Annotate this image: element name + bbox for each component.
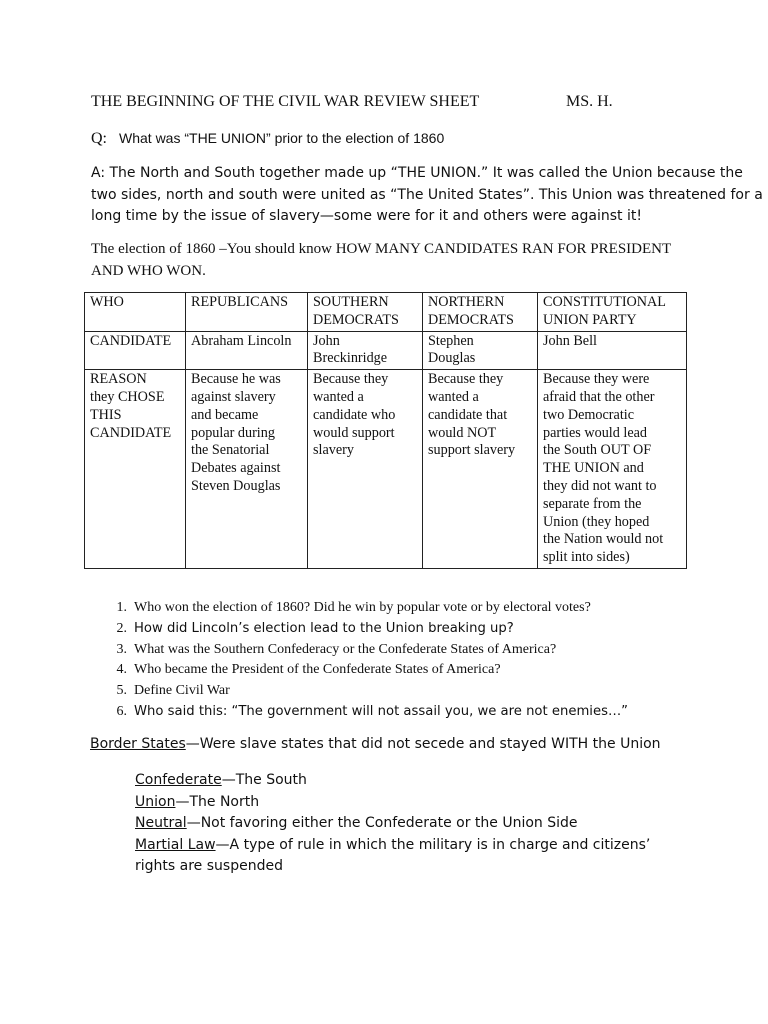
cell-line: popular during — [191, 424, 275, 441]
table-header-row — [85, 293, 687, 332]
answer-line: long time by the issue of slavery—some were for it and others were against it! — [91, 208, 642, 224]
cell-line: candidate who — [313, 406, 396, 423]
cell-line: Because they — [313, 371, 389, 388]
review-questions-list — [94, 598, 714, 723]
cell-line: slavery — [313, 442, 354, 459]
cell-line: John — [313, 332, 340, 349]
cell-line: Douglas — [428, 350, 476, 367]
list-item — [94, 660, 714, 681]
cell-line: Union (they hoped — [543, 513, 650, 530]
cell-line: DEMOCRATS — [428, 311, 514, 328]
question-item-text: Who became the President of the Confederate States of America? — [134, 662, 501, 678]
cell-line: Debates against — [191, 460, 281, 477]
term-continuation: rights are suspended — [135, 858, 283, 874]
list-item — [135, 792, 650, 814]
cell-line: support slavery — [428, 442, 516, 459]
cell-line: DEMOCRATS — [313, 311, 399, 328]
cell-line: candidate that — [428, 406, 508, 423]
cell-line: Abraham Lincoln — [191, 332, 292, 349]
row-label-candidate — [85, 331, 186, 370]
cell-line: Stephen — [428, 332, 474, 349]
cell-line: against slavery — [191, 388, 276, 405]
term-label: Union — [135, 793, 176, 810]
cell-line: wanted a — [313, 388, 364, 405]
candidates-table — [84, 292, 687, 569]
cell-line: wanted a — [428, 388, 479, 405]
question-item-text: Define Civil War — [134, 683, 230, 699]
list-item — [135, 813, 650, 835]
page-title — [91, 93, 613, 111]
cell-line: Because he was — [191, 371, 281, 388]
cell-line: parties would lead — [543, 424, 648, 441]
question-item-text: Who won the election of 1860? Did he win by popular vote or by electoral votes? — [134, 600, 591, 615]
table-cell — [186, 370, 308, 569]
answer-line: A: The North and South together made up “THE UNION.” It was called the Union because the — [91, 165, 743, 181]
cell-line: Breckinridge — [313, 350, 388, 367]
table-cell — [538, 370, 687, 569]
question-line — [91, 130, 444, 148]
term-definition: —The North — [175, 793, 260, 810]
cell-line: Steven Douglas — [191, 477, 281, 494]
list-item — [94, 598, 714, 619]
header-cell-northern-democrats — [423, 293, 538, 332]
header-cell-who — [85, 293, 186, 332]
election-paragraph — [91, 238, 691, 282]
question-number: 5. — [116, 683, 127, 699]
table-cell — [423, 331, 538, 370]
header-cell-constitutional-union — [538, 293, 687, 332]
cell-line: WHO — [90, 294, 124, 310]
header-cell-southern-democrats — [308, 293, 423, 332]
cell-line: split into sides) — [543, 549, 630, 566]
question-number: 6. — [116, 703, 127, 719]
border-states-definition — [90, 736, 661, 752]
term-definition: —The South — [221, 772, 307, 788]
term-label: Confederate — [135, 772, 222, 788]
question-number: 3. — [116, 641, 127, 657]
cell-line: SOUTHERN — [313, 294, 389, 310]
cell-line: UNION PARTY — [543, 311, 637, 328]
cell-line: THE UNION and — [543, 460, 644, 477]
list-item — [135, 770, 650, 792]
list-item — [94, 619, 714, 640]
term-definition: —A type of rule in which the military is in charge and citizens’ — [215, 836, 651, 853]
cell-line: CANDIDATE — [90, 332, 172, 349]
election-line: AND WHO WON. — [91, 263, 206, 279]
question-label: Q: — [91, 130, 107, 147]
table-cell — [308, 370, 423, 569]
cell-line: the Nation would not — [543, 531, 664, 548]
list-item — [94, 640, 714, 661]
term-label: Neutral — [135, 815, 187, 831]
vocabulary-terms — [135, 770, 650, 878]
term-label: Border States — [90, 736, 186, 752]
cell-line: separate from the — [543, 495, 642, 512]
table-row-candidate — [85, 331, 687, 370]
cell-line: would support — [313, 424, 395, 441]
term-definition: —Were slave states that did not secede and stayed WITH the Union — [185, 736, 661, 752]
cell-line: afraid that the other — [543, 388, 655, 405]
header-cell-republicans — [186, 293, 308, 332]
term-definition: —Not favoring either the Confederate or the Union Side — [186, 815, 578, 831]
title-text: THE BEGINNING OF THE CIVIL WAR REVIEW SHEET — [91, 93, 480, 110]
election-line: The election of 1860 –You should know HOW MANY CANDIDATES RAN FOR PRESIDENT — [91, 241, 672, 257]
row-label-reason — [85, 370, 186, 569]
table-cell — [186, 331, 308, 370]
question-number: 2. — [116, 620, 127, 636]
question-item-text: How did Lincoln’s election lead to the Union breaking up? — [134, 620, 514, 636]
table-cell — [423, 370, 538, 569]
cell-line: Because they were — [543, 371, 650, 388]
table-row-reason — [85, 370, 687, 569]
answer-paragraph — [91, 163, 763, 228]
list-item — [94, 681, 714, 702]
table-cell — [538, 331, 687, 370]
cell-line: they did not want to — [543, 477, 657, 494]
cell-line: and became — [191, 406, 259, 423]
list-item — [94, 702, 714, 723]
question-item-text: Who said this: “The government will not assail you, we are not enemies…” — [134, 703, 628, 719]
cell-line: REASON — [90, 371, 147, 388]
cell-line: CANDIDATE — [90, 424, 172, 441]
cell-line: REPUBLICANS — [191, 294, 288, 310]
cell-line: THIS — [90, 406, 122, 423]
answer-line: two sides, north and south were united as “The United States”. This Union was threatened for a — [91, 186, 763, 203]
table-cell — [308, 331, 423, 370]
cell-line: CONSTITUTIONAL — [543, 294, 666, 310]
cell-line: two Democratic — [543, 406, 634, 423]
author-name: MS. H. — [566, 93, 613, 110]
cell-line: Because they — [428, 371, 504, 388]
question-number: 1. — [116, 600, 127, 615]
question-number: 4. — [116, 662, 127, 678]
cell-line: the Senatorial — [191, 442, 270, 459]
question-text: What was “THE UNION” prior to the election of 1860 — [119, 130, 445, 146]
cell-line: would NOT — [428, 424, 497, 441]
cell-line: NORTHERN — [428, 294, 505, 310]
term-label: Martial Law — [135, 836, 216, 853]
cell-line: John Bell — [543, 332, 597, 349]
cell-line: they CHOSE — [90, 388, 165, 405]
list-item — [135, 835, 650, 857]
question-item-text: What was the Southern Confederacy or the Confederate States of America? — [134, 641, 557, 657]
cell-line: the South OUT OF — [543, 442, 652, 459]
